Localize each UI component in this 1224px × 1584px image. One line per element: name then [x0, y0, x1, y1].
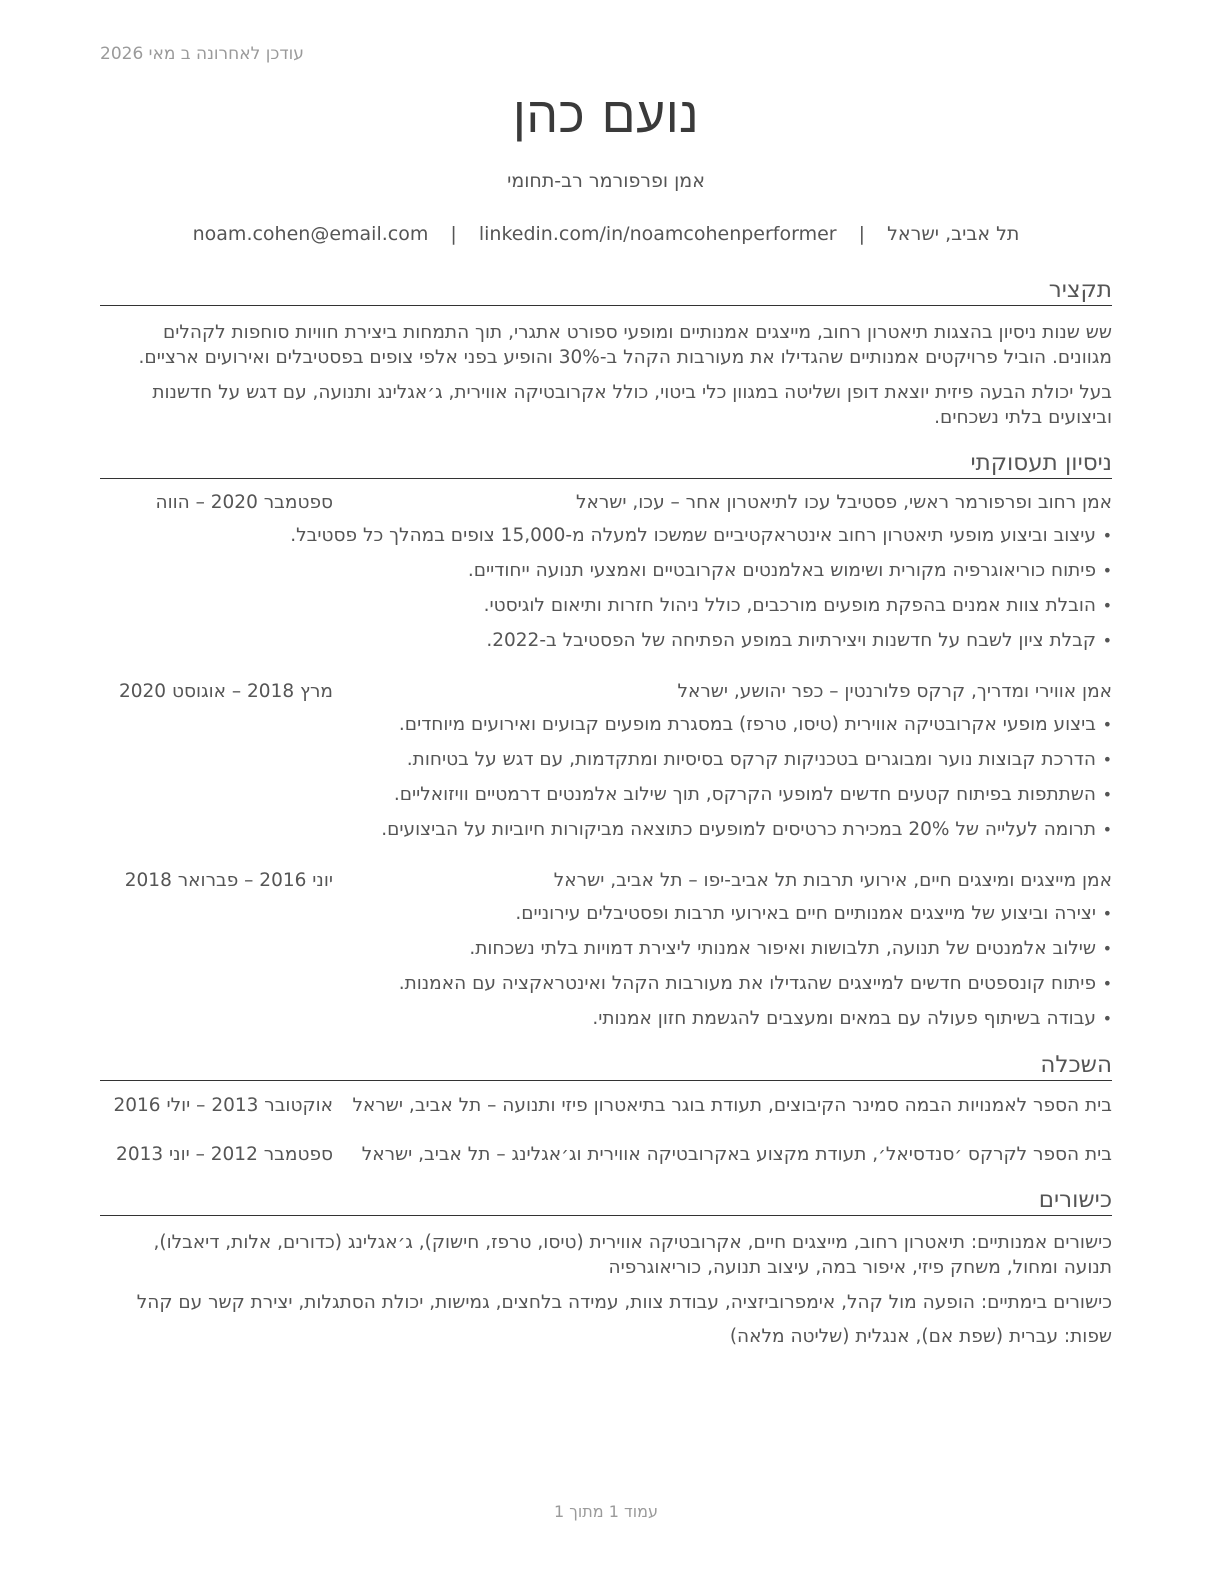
list-item: • פיתוח קונספטים חדשים למייצגים שהגדילו את מעורבות הקהל ואינטראקציה עם האמנות. [100, 972, 1112, 1007]
list-item: • ביצוע מופעי אקרובטיקה אווירית (טיסו, טרפז) במסגרת מופעים קבועים ואירועים מיוחדים. [100, 713, 1112, 748]
list-item: • קבלת ציון לשבח על חדשנות ויצירתיות במופע הפתיחה של הפסטיבל ב-2022. [100, 629, 1112, 664]
job-header [100, 870, 1112, 896]
list-item: • השתתפות בפיתוח קטעים חדשים למופעי הקרקס, תוך שילוב אלמנטים דרמטיים וויזואליים. [100, 783, 1112, 818]
summary-heading: תקציר [100, 276, 1112, 306]
contact-separator: | [450, 223, 457, 245]
contact-separator: | [858, 223, 866, 245]
summary-paragraph-1: שש שנות ניסיון בהצגות תיאטרון רחוב, מייצגים אמנותיים ומופעי ספורט אתגרי, תוך התמחות ביצירת חוויות סוחפות לקהלים מגוונים. הוביל פרויקטים אמנותיים שהגדילו את מעורבות הקהל ב-30% והופיע בפני אלפי צופים בפסטיבלים ואירועים ארציים. [138, 322, 1112, 368]
education-dates: אוקטובר 2013 – יולי 2016 [113, 1095, 333, 1116]
job-role: אמן רחוב ופרפורמר ראשי, פסטיבל עכו לתיאטרון אחר – עכו, ישראל [575, 492, 1112, 513]
job-dates: ספטמבר 2020 – הווה [155, 492, 333, 513]
education-heading: השכלה [100, 1051, 1112, 1081]
list-item: • תרומה לעלייה של 20% במכירת כרטיסים למופעים כתוצאה מביקורות חיוביות על הביצועים. [100, 818, 1112, 853]
skills-artistic: כישורים אמנותיים: תיאטרון רחוב, מייצגים חיים, אקרובטיקה אווירית (טיסו, טרפז, חישוק), ג׳אגלינג (כדורים, אלות, דיאבלו), תנועה ומחול, משחק פיזי, איפור במה, עיצוב תנועה, כוריאוגרפיה [153, 1232, 1112, 1278]
linkedin-link[interactable]: linkedin.com/in/noamcohenperformer [478, 223, 837, 245]
list-item: • הובלת צוות אמנים בהפקת מופעים מורכבים, כולל ניהול חזרות ותיאום לוגיסטי. [100, 594, 1112, 629]
contact-line [100, 223, 1112, 245]
page-number: עמוד 1 מתוך 1 [554, 1502, 658, 1521]
skills-heading: כישורים [100, 1186, 1112, 1216]
job-header [100, 681, 1112, 707]
summary-paragraph-2: בעל יכולת הבעה פיזית יוצאת דופן ושליטה במגוון כלי ביטוי, כולל אקרובטיקה אווירית, ג׳אגלינג ותנועה, עם דגש על חדשנות וביצועים בלתי נשכחים. [152, 382, 1112, 428]
job-bullets [100, 902, 1112, 1042]
skills-stage: כישורים בימתיים: הופעה מול קהל, אימפרוביזציה, עבודת צוות, עמידה בלחצים, גמישות, יכולת הסתגלות, יצירת קשר עם קהל [136, 1292, 1112, 1313]
experience-heading: ניסיון תעסוקתי [100, 449, 1112, 479]
list-item: • שילוב אלמנטים של תנועה, תלבושות ואיפור אמנותי ליצירת דמויות בלתי נשכחות. [100, 937, 1112, 972]
location-text: תל אביב, ישראל [887, 223, 1020, 245]
job-dates: מרץ 2018 – אוגוסט 2020 [118, 681, 333, 702]
skills-languages: שפות: עברית (שפת אם), אנגלית (שליטה מלאה) [729, 1326, 1112, 1347]
job-role: אמן אווירי ומדריך, קרקס פלורנטין – כפר יהושע, ישראל [677, 681, 1112, 702]
email-link[interactable]: noam.cohen@email.com [192, 223, 429, 245]
list-item: • עבודה בשיתוף פעולה עם במאים ומעצבים להגשמת חזון אמנותי. [100, 1007, 1112, 1042]
list-item: • עיצוב וביצוע מופעי תיאטרון רחוב אינטראקטיביים שמשכו למעלה מ-15,000 צופים במהלך כל פסטיבל. [100, 524, 1112, 559]
job-role: אמן מייצגים ומיצגים חיים, אירועי תרבות תל אביב-יפו – תל אביב, ישראל [553, 870, 1112, 891]
list-item: • הדרכת קבוצות נוער ומבוגרים בטכניקות קרקס בסיסיות ומתקדמות, עם דגש על בטיחות. [100, 748, 1112, 783]
job-dates: יוני 2016 – פברואר 2018 [124, 870, 333, 891]
job-bullets [100, 713, 1112, 853]
list-item: • יצירה וביצוע של מייצגים אמנותיים חיים באירועי תרבות ופסטיבלים עירוניים. [100, 902, 1112, 937]
education-item [100, 1144, 1112, 1170]
education-text: בית הספר לקרקס ׳סנדסיאל׳, תעודת מקצוע באקרובטיקה אווירית וג׳אגלינג – תל אביב, ישראל [361, 1144, 1112, 1165]
education-text: בית הספר לאמנויות הבמה סמינר הקיבוצים, תעודת בוגר בתיאטרון פיזי ותנועה – תל אביב, ישראל [352, 1095, 1112, 1116]
last-updated-note: עודכן לאחרונה ב מאי 2026 [100, 44, 304, 64]
education-dates: ספטמבר 2012 – יוני 2013 [116, 1144, 333, 1165]
job-bullets [100, 524, 1112, 664]
education-item [100, 1095, 1112, 1121]
job-header [100, 492, 1112, 518]
list-item: • פיתוח כוריאוגרפיה מקורית ושימוש באלמנטים אקרובטיים ואמצעי תנועה ייחודיים. [100, 559, 1112, 594]
person-title: אמן ופרפורמר רב-תחומי [507, 170, 705, 192]
person-name: נועם כהן [512, 86, 700, 144]
